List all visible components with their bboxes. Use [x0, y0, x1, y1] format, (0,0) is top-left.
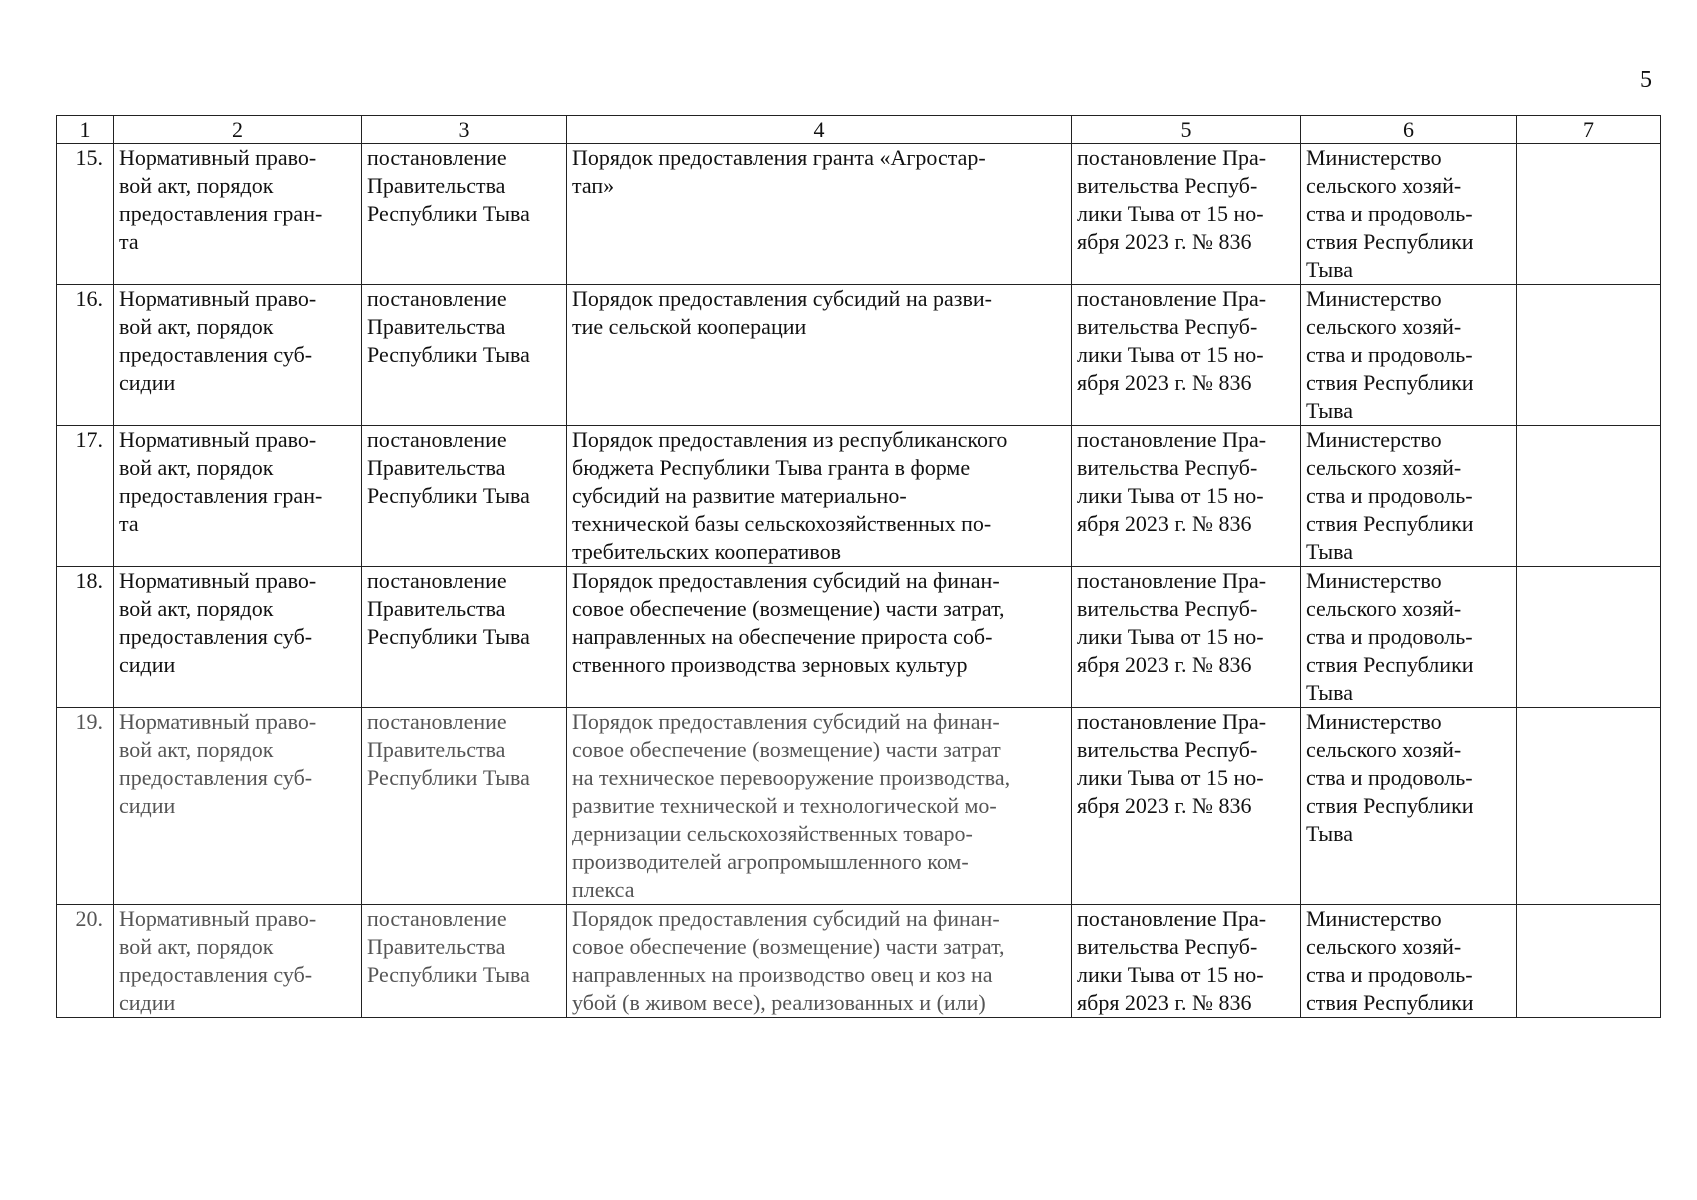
act-form-cell: постановление Правительства Республики Тыва — [362, 285, 567, 426]
act-title-cell: Порядок предоставления из республиканского бюджета Республики Тыва гранта в форме субсидий на развитие материально- технической базы сельскохозяйственных по- требительских кооперативов — [567, 426, 1072, 567]
table-row — [57, 426, 1661, 567]
act-form-cell: постановление Правительства Республики Тыва — [362, 708, 567, 905]
table-row — [57, 567, 1661, 708]
approving-act-cell: постановление Пра- вительства Респуб- лики Тыва от 15 но- ября 2023 г. № 836 — [1072, 708, 1301, 905]
act-title-cell: Порядок предоставления субсидий на финан- совое обеспечение (возмещение) части затрат, направленных на производство овец и коз на убой (в живом весе), реализованных и (или) — [567, 905, 1072, 1018]
header-col-3: 3 — [362, 116, 567, 144]
act-form-cell: постановление Правительства Республики Тыва — [362, 426, 567, 567]
approving-act-cell: постановление Пра- вительства Респуб- лики Тыва от 15 но- ября 2023 г. № 836 — [1072, 905, 1301, 1018]
note-cell — [1517, 905, 1661, 1018]
approving-act-cell: постановление Пра- вительства Респуб- лики Тыва от 15 но- ября 2023 г. № 836 — [1072, 144, 1301, 285]
document-table — [56, 115, 1661, 1018]
act-type-cell: Нормативный право- вой акт, порядок предоставления гран- та — [114, 144, 362, 285]
page-number: 5 — [1640, 67, 1652, 93]
header-col-2: 2 — [114, 116, 362, 144]
ministry-cell: Министерство сельского хозяй- ства и продоволь- ствия Республики Тыва — [1301, 144, 1517, 285]
row-number: 18. — [57, 567, 114, 708]
approving-act-cell: постановление Пра- вительства Респуб- лики Тыва от 15 но- ября 2023 г. № 836 — [1072, 426, 1301, 567]
act-type-cell: Нормативный право- вой акт, порядок предоставления суб- сидии — [114, 285, 362, 426]
note-cell — [1517, 144, 1661, 285]
note-cell — [1517, 285, 1661, 426]
act-type-cell: Нормативный право- вой акт, порядок предоставления суб- сидии — [114, 905, 362, 1018]
ministry-cell: Министерство сельского хозяй- ства и продоволь- ствия Республики Тыва — [1301, 708, 1517, 905]
act-form-cell: постановление Правительства Республики Тыва — [362, 567, 567, 708]
header-col-6: 6 — [1301, 116, 1517, 144]
act-type-cell: Нормативный право- вой акт, порядок предоставления суб- сидии — [114, 708, 362, 905]
row-number: 19. — [57, 708, 114, 905]
note-cell — [1517, 567, 1661, 708]
act-type-cell: Нормативный право- вой акт, порядок предоставления суб- сидии — [114, 567, 362, 708]
note-cell — [1517, 426, 1661, 567]
table-row — [57, 905, 1661, 1018]
note-cell — [1517, 708, 1661, 905]
ministry-cell: Министерство сельского хозяй- ства и продоволь- ствия Республики Тыва — [1301, 567, 1517, 708]
row-number: 17. — [57, 426, 114, 567]
act-title-cell: Порядок предоставления субсидий на финан- совое обеспечение (возмещение) части затрат, направленных на обеспечение прироста соб- ственного производства зерновых культур — [567, 567, 1072, 708]
header-col-5: 5 — [1072, 116, 1301, 144]
act-title-cell: Порядок предоставления гранта «Агростар- тап» — [567, 144, 1072, 285]
act-title-cell: Порядок предоставления субсидий на финан- совое обеспечение (возмещение) части затрат на техническое перевооружение производства, развитие технической и технологической мо- дернизации сельскохозяйственных товаро- производителей агропромышленного ком- плекса — [567, 708, 1072, 905]
header-col-1: 1 — [57, 116, 114, 144]
header-col-4: 4 — [567, 116, 1072, 144]
act-title-cell: Порядок предоставления субсидий на разви- тие сельской кооперации — [567, 285, 1072, 426]
row-number: 16. — [57, 285, 114, 426]
table-row — [57, 285, 1661, 426]
table-row — [57, 708, 1661, 905]
header-row — [57, 116, 1661, 144]
act-type-cell: Нормативный право- вой акт, порядок предоставления гран- та — [114, 426, 362, 567]
ministry-cell: Министерство сельского хозяй- ства и продоволь- ствия Республики — [1301, 905, 1517, 1018]
ministry-cell: Министерство сельского хозяй- ства и продоволь- ствия Республики Тыва — [1301, 285, 1517, 426]
header-col-7: 7 — [1517, 116, 1661, 144]
table-row — [57, 144, 1661, 285]
row-number: 15. — [57, 144, 114, 285]
act-form-cell: постановление Правительства Республики Тыва — [362, 144, 567, 285]
row-number: 20. — [57, 905, 114, 1018]
act-form-cell: постановление Правительства Республики Тыва — [362, 905, 567, 1018]
approving-act-cell: постановление Пра- вительства Респуб- лики Тыва от 15 но- ября 2023 г. № 836 — [1072, 567, 1301, 708]
approving-act-cell: постановление Пра- вительства Респуб- лики Тыва от 15 но- ября 2023 г. № 836 — [1072, 285, 1301, 426]
ministry-cell: Министерство сельского хозяй- ства и продоволь- ствия Республики Тыва — [1301, 426, 1517, 567]
